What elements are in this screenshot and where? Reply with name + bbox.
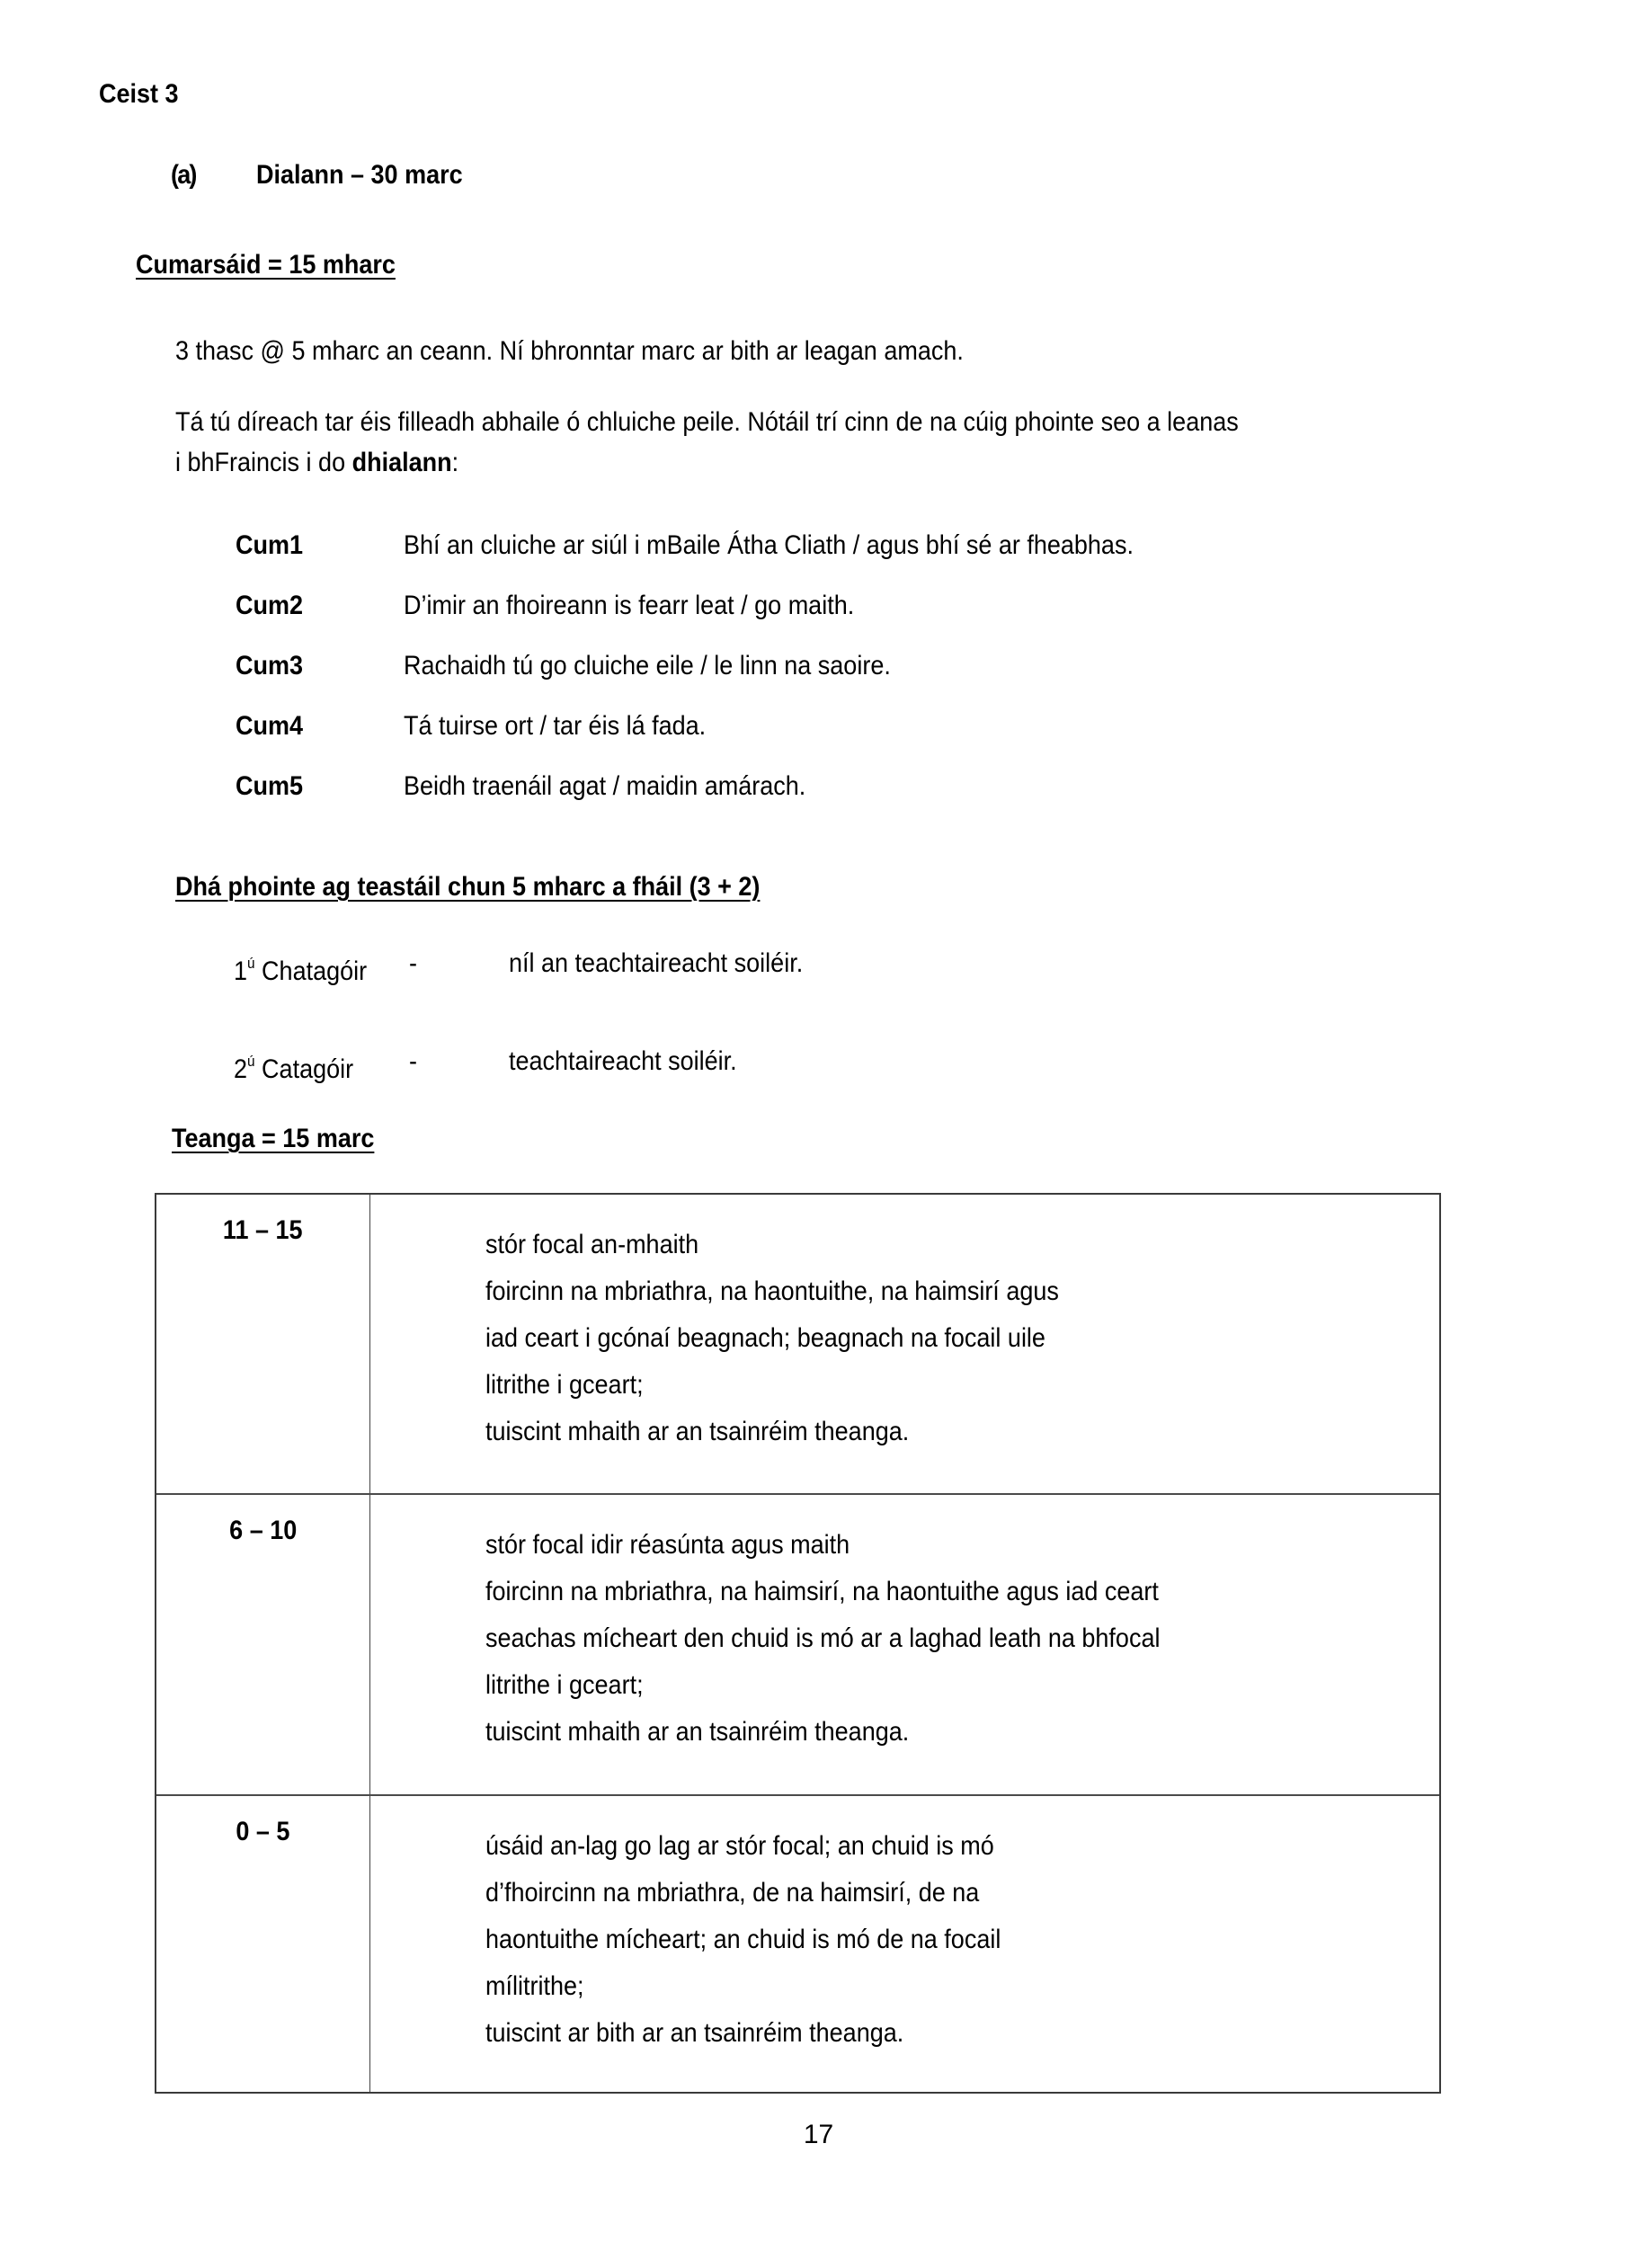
communication-heading: Cumarsáid = 15 mharc	[136, 250, 396, 280]
score-range: 11 – 15	[223, 1215, 303, 1245]
criteria: stór focal an-mhaith foircinn na mbriathra, na haontuithe, na haimsirí agus iad ceart i gcónaí beagnach; beagnach na focail uile litrithe i gceart; tuiscint mhaith ar an tsainréim theanga.	[485, 1230, 1059, 1446]
table-row	[156, 1195, 1439, 1495]
point-text: Beidh traenáil agat / maidin amárach.	[404, 771, 806, 801]
language-marking-table	[155, 1193, 1441, 2094]
point-label: Cum4	[236, 711, 304, 741]
category-dash: -	[409, 1046, 417, 1076]
category-name: $1^ú$ Chatagóir	[234, 955, 368, 986]
point-text: Bhí an cluiche ar siúl i mBaile Átha Cliath / agus bhí sé ar fheabhas.	[404, 530, 1134, 560]
score-range: 6 – 10	[228, 1516, 298, 1545]
criteria: úsáid an-lag go lag ar stór focal; an chuid is mó d’fhoircinn na mbriathra, de na haimsirí, de na haontuithe mícheart; an chuid is mó de na focail mílitrithe; tuiscint ar bith ar an tsainréim theanga.	[485, 1831, 1001, 2048]
diary-word: dhialann	[351, 448, 452, 477]
point-text: Tá tuirse ort / tar éis lá fada.	[404, 711, 707, 741]
page-number: 17	[803, 2120, 834, 2149]
category-desc: teachtaireacht soiléir.	[509, 1046, 737, 1076]
criteria: stór focal idir réasúnta agus maith foircinn na mbriathra, na haimsirí, na haontuithe agus iad ceart seachas mícheart den chuid is mó ar a laghad leath na bhfocal litrithe i gceart; tuiscint mhaith ar an tsainréim theanga.	[485, 1530, 1161, 1747]
point-text: Rachaidh tú go cluiche eile / le linn na saoire.	[404, 651, 891, 680]
point-label: Cum1	[236, 530, 304, 560]
part-title: Dialann – 30 marc	[256, 160, 463, 190]
point-label: Cum5	[236, 771, 304, 801]
communication-intro: 3 thasc @ 5 mharc an ceann. Ní bhronntar marc ar bith ar leagan amach.	[175, 336, 964, 366]
task-line-1: Tá tú díreach tar éis filleadh abhaile ó chluiche peile. Nótáil trí cinn de na cúig phointe seo a leanas	[175, 407, 1239, 437]
category-name: $2^ú$ Catagóir	[234, 1053, 354, 1084]
point-label: Cum2	[236, 591, 304, 620]
table-row	[156, 1796, 1439, 2094]
question-title: Ceist 3	[99, 79, 179, 109]
table-row	[156, 1495, 1439, 1796]
task-line-2: i bhFraincis i do dhialann:	[175, 448, 459, 477]
category-dash: -	[409, 948, 417, 978]
category-desc: níl an teachtaireacht soiléir.	[509, 948, 804, 978]
score-range: 0 – 5	[236, 1817, 290, 1846]
language-heading: Teanga = 15 marc	[172, 1124, 375, 1153]
points-subheading: Dhá phointe ag teastáil chun 5 mharc a fháil (3 + 2)	[175, 872, 761, 902]
point-label: Cum3	[236, 651, 304, 680]
part-label: (a)	[171, 160, 196, 190]
point-text: D’imir an fhoireann is fearr leat / go maith.	[404, 591, 855, 620]
